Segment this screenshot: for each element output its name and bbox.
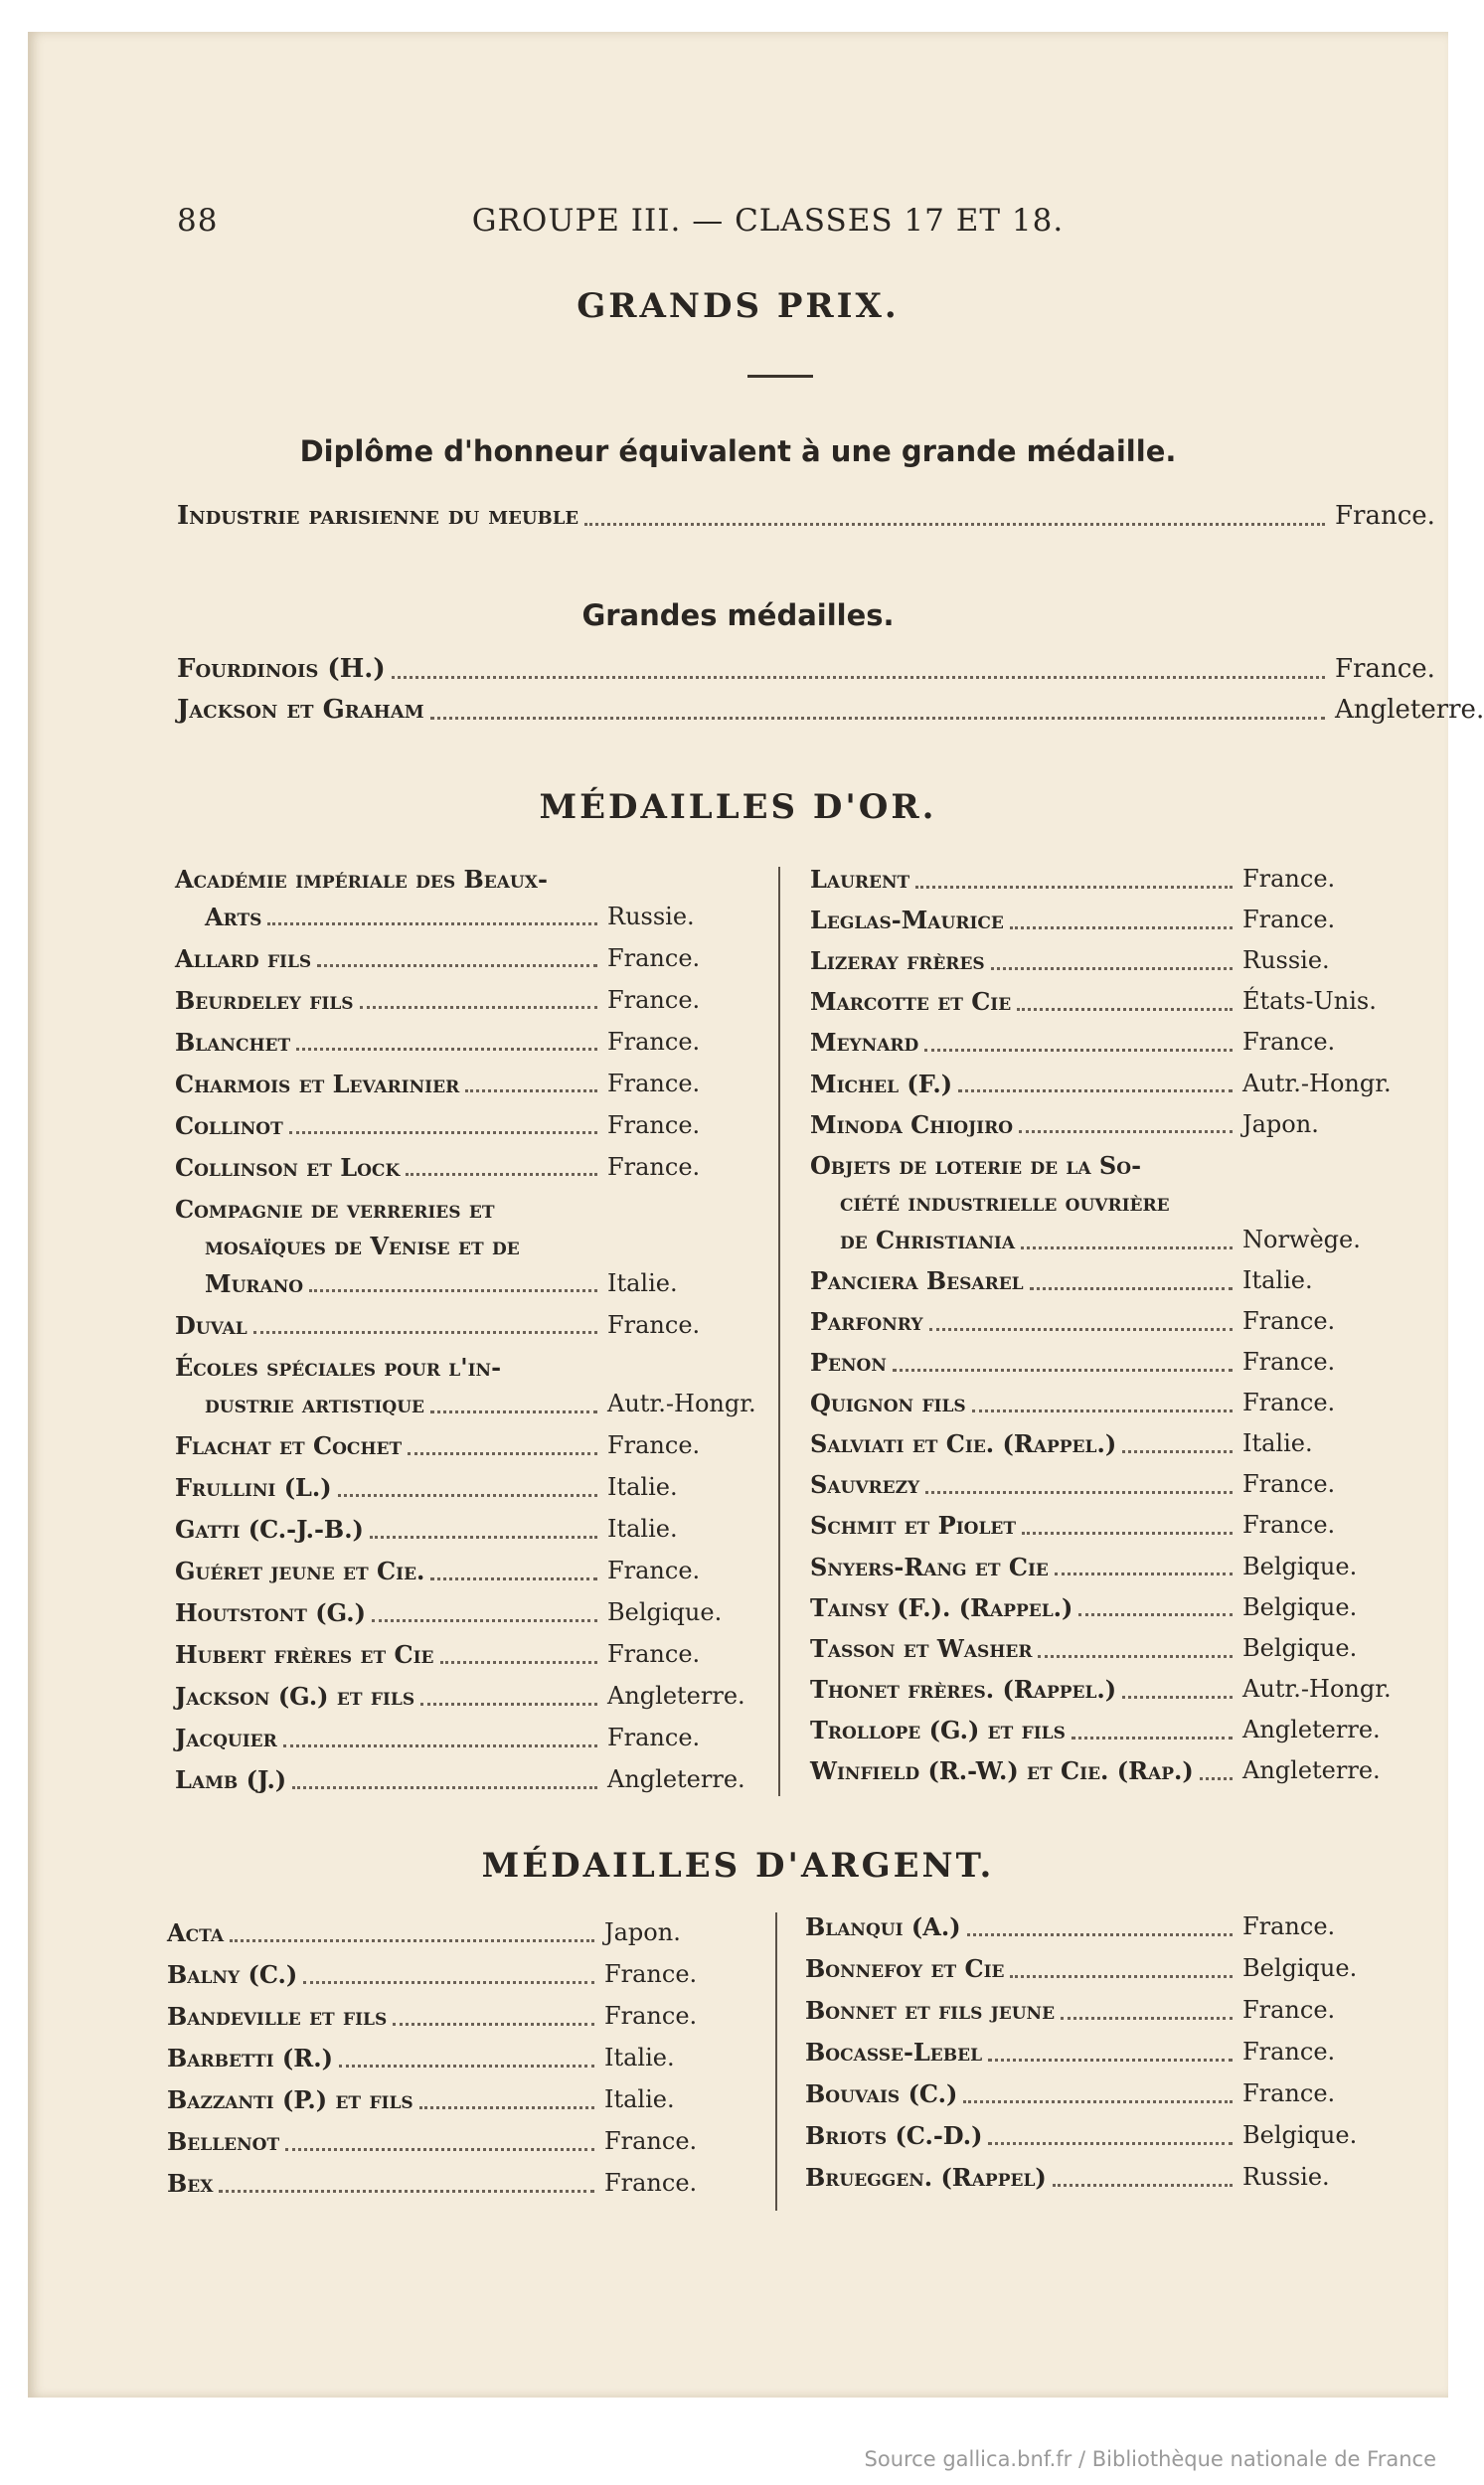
entry-line [175,1431,771,1471]
entry-line [805,2163,1421,2203]
leader-dots [1010,920,1233,929]
entry-line [175,986,771,1026]
entry-line [805,2121,1421,2161]
entry-country: France. [1242,1306,1336,1335]
leader-dots [370,1530,597,1539]
entry-name: mosaïques de Venise et de [205,1232,520,1260]
leader-dots [988,2136,1233,2145]
entry-line [810,1675,1426,1715]
source-footer: Source gallica.bnf.fr / Bibliothèque nationale de France [864,2447,1436,2471]
entry-name: Beurdeley fils [175,985,354,1015]
entry-line [175,1765,771,1805]
leader-dots [929,1322,1233,1331]
running-title: GROUPE III. — CLASSES 17 ET 18. [471,203,1065,239]
entry-country: France. [1242,865,1336,893]
entry-country: France. [1242,1028,1336,1057]
entry-name: Académie impériale des Beaux- [175,865,548,894]
leader-dots [1021,1241,1233,1249]
leader-dots [392,670,1325,679]
title-rule [747,375,813,378]
leader-dots [317,958,597,967]
entry-name: Meynard [810,1028,919,1058]
entry-country: Japon. [1242,1109,1319,1138]
entry-name: Lamb (J.) [175,1765,287,1794]
entry-line [810,1188,1426,1228]
entry-name: Houtstont (G.) [175,1598,366,1627]
entry-line [175,1269,771,1309]
entry-country: France. [1242,1389,1336,1417]
leader-dots [584,517,1325,526]
leader-dots [1017,1002,1233,1011]
medailles-or-title: MÉDAILLES D'OR. [539,787,937,827]
entry-line [177,501,1435,541]
entry-line [810,946,1426,986]
entry-name: Lizeray frères [810,946,985,976]
leader-dots [465,1083,597,1092]
entry-line [810,1716,1426,1755]
entry-country: France. [607,1557,701,1584]
entry-line [177,654,1435,694]
entry-name: Charmois et Levarinier [175,1069,460,1098]
leader-dots [1078,1607,1233,1616]
entry-name: Snyers-Rang et Cie [810,1552,1049,1581]
leader-dots [988,2053,1233,2062]
leader-dots [1200,1771,1233,1780]
leader-dots [1122,1690,1233,1699]
entry-name: Fourdinois (H.) [177,654,386,684]
entry-name: Barbetti (R.) [167,2044,333,2072]
entry-country: France. [1242,1912,1336,1940]
entry-line [175,1390,771,1429]
leader-dots [339,2059,594,2068]
entry-country: Italie. [607,1473,678,1501]
entry-line [167,2127,763,2167]
entry-country: Russie. [607,902,695,930]
entry-country: France. [607,1310,701,1339]
entry-country: Belgique. [1242,1592,1358,1621]
entry-name: Blanchet [175,1027,291,1057]
leader-dots [1061,2011,1233,2020]
entry-line [810,1553,1426,1592]
entry-country: France. [1242,1511,1336,1540]
leader-dots [1030,1281,1233,1290]
leader-dots [296,1042,597,1051]
entry-line [167,2044,763,2083]
entry-name: Guéret jeune et Cie. [175,1557,425,1585]
leader-dots [1010,1969,1233,1978]
entry-line [810,1110,1426,1150]
leader-dots [219,2184,594,2193]
entry-country: France. [604,1960,698,1988]
entry-name: Acta [167,1918,225,1947]
entry-name: Leglas-Maurice [810,906,1004,935]
diplome-title: Diplôme d'honneur équivalent à une grande médaille. [299,434,1177,468]
entry-line [805,2038,1421,2077]
entry-name: Jacquier [175,1724,277,1752]
entry-line [175,1598,771,1638]
entry-name: Balny (C.) [167,1960,298,1989]
leader-dots [430,711,1325,720]
entry-name: Blanqui (A.) [805,1912,961,1941]
entry-country: Angleterre. [1242,1756,1381,1784]
entry-country: France. [1242,906,1336,934]
leader-dots [963,2094,1233,2103]
entry-line [810,1307,1426,1347]
entry-line [167,2169,763,2209]
entry-line [175,1070,771,1109]
entry-country: Italie. [607,1268,678,1297]
entry-line [810,1756,1426,1796]
argent-column-divider [775,1912,777,2211]
entry-line [805,2079,1421,2119]
entry-line [167,2002,763,2042]
entry-line [177,695,1484,735]
entry-line [805,1996,1421,2036]
entry-name: Objets de loterie de la So- [810,1150,1142,1180]
entry-line [167,1918,763,1958]
entry-name: Trollope (G.) et fils [810,1715,1066,1744]
entry-country: France. [1335,654,1435,684]
leader-dots [1038,1649,1233,1658]
entry-name: Bonnet et fils jeune [805,1996,1056,2025]
leader-dots [309,1283,597,1292]
entry-country: France. [1335,501,1435,531]
entry-name: Salviati et Cie. (Rappel.) [810,1429,1117,1459]
entry-name: ciété industrielle ouvrière [840,1188,1170,1218]
entry-country: Angleterre. [1242,1715,1381,1743]
entry-line [810,1634,1426,1674]
leader-dots [420,1697,597,1706]
entry-line [175,865,771,905]
entry-country: France. [604,2002,698,2030]
entry-line [175,1515,771,1555]
entry-name: Bonnefoy et Cie [805,1954,1005,1983]
entry-name: Tasson et Washer [810,1633,1033,1663]
entry-country: France. [1242,1996,1336,2024]
entry-name: Industrie parisienne du meuble [177,501,579,531]
entry-name: Arts [205,902,262,931]
entry-country: France. [607,1640,701,1668]
entry-name: Jackson et Graham [177,695,424,725]
leader-dots [303,1975,594,1984]
entry-name: Collinson et Lock [175,1152,401,1182]
entry-country: Angleterre. [1335,695,1484,725]
leader-dots [372,1613,597,1622]
entry-line [810,1070,1426,1109]
entry-country: France. [607,943,701,972]
entry-line [805,1912,1421,1952]
entry-line [175,1195,771,1235]
entry-country: Italie. [607,1515,678,1543]
entry-line [175,903,771,942]
entry-country: France. [607,1069,701,1097]
entry-name: Jackson (G.) et fils [175,1682,415,1711]
entry-line [167,1960,763,2000]
leader-dots [1055,1567,1233,1575]
page-header [28,203,1448,243]
entry-line [810,1226,1426,1265]
leader-dots [267,916,597,925]
entry-name: Murano [205,1268,304,1298]
entry-name: Winfield (R.-W.) et Cie. (Rap.) [810,1756,1194,1785]
entry-country: France. [607,1152,701,1181]
grandes-medailles-title: Grandes médailles. [581,598,895,632]
entry-name: Collinot [175,1110,283,1140]
entry-line [175,1682,771,1722]
entry-name: Gatti (C.-J.-B.) [175,1515,364,1544]
leader-dots [1022,1526,1233,1535]
entry-name: Bex [167,2169,214,2198]
entry-name: dustrie artistique [205,1390,424,1418]
medailles-argent-title: MÉDAILLES D'ARGENT. [481,1846,995,1886]
entry-line [175,1353,771,1393]
entry-country: Angleterre. [607,1765,745,1793]
entry-country: Belgique. [1242,1552,1358,1580]
entry-name: Bandeville et fils [167,2002,388,2031]
leader-dots [967,1927,1233,1936]
leader-dots [430,1405,597,1413]
entry-line [810,1266,1426,1306]
entry-country: France. [1242,1470,1336,1499]
entry-name: Flachat et Cochet [175,1431,403,1460]
entry-country: Belgique. [607,1598,723,1626]
entry-name: Michel (F.) [810,1069,953,1098]
entry-name: Écoles spéciales pour l'in- [175,1352,502,1382]
entry-country: Japon. [604,1918,681,1946]
entry-line [175,944,771,984]
entry-line [810,987,1426,1027]
entry-country: France. [607,985,701,1014]
leader-dots [1122,1444,1233,1453]
entry-name: Marcotte et Cie [810,987,1012,1017]
entry-name: Quignon fils [810,1389,966,1418]
entry-name: Thonet frères. (Rappel.) [810,1674,1117,1704]
leader-dots [440,1655,597,1664]
entry-country: France. [1242,1348,1336,1376]
entry-country: France. [604,2127,698,2155]
leader-dots [972,1404,1233,1412]
entry-line [175,1311,771,1351]
entry-country: Autr.-Hongr. [1242,1674,1392,1703]
entry-country: Belgique. [1242,1954,1358,1982]
entry-country: France. [607,1110,701,1139]
leader-dots [430,1572,597,1580]
entry-name: Compagnie de verreries et [175,1194,495,1224]
entry-line [167,2085,763,2125]
entry-name: Bazzanti (P.) et fils [167,2085,413,2114]
entry-name: Parfonry [810,1306,923,1336]
entry-name: Frullini (L.) [175,1473,332,1502]
entry-line [810,1429,1426,1469]
entry-country: Autr.-Hongr. [1242,1069,1392,1097]
leader-dots [283,1739,597,1747]
entry-line [175,1640,771,1680]
leader-dots [915,880,1233,889]
entry-line [810,1470,1426,1510]
entry-line [810,1511,1426,1551]
leader-dots [958,1083,1233,1092]
entry-name: Brueggen. (Rappel) [805,2163,1047,2192]
entry-line [810,865,1426,905]
leader-dots [292,1780,597,1789]
entry-line [810,906,1426,945]
entry-line [175,1232,771,1271]
entry-name: Schmit et Piolet [810,1511,1017,1541]
entry-name: Laurent [810,865,910,894]
leader-dots [991,961,1233,970]
entry-name: Duval [175,1310,247,1340]
or-column-divider [778,867,780,1796]
entry-line [810,1593,1426,1633]
entry-country: France. [607,1027,701,1056]
entry-name: Minoda Chiojiro [810,1109,1014,1139]
entry-country: Italie. [604,2044,675,2071]
leader-dots [1072,1731,1233,1740]
entry-country: Angleterre. [607,1682,745,1710]
leader-dots [925,1485,1233,1494]
entry-name: Penon [810,1348,887,1377]
leader-dots [408,1446,597,1455]
entry-line [175,1557,771,1596]
page-number: 88 [177,203,219,239]
entry-country: Russie. [1242,946,1330,975]
entry-line [175,1028,771,1068]
entry-name: Bocasse-Lebel [805,2038,983,2067]
leader-dots [230,1933,594,1942]
leader-dots [285,2142,594,2151]
entry-line [175,1153,771,1193]
leader-dots [406,1167,597,1176]
leader-dots [924,1043,1233,1052]
document-page [28,32,1484,2398]
leader-dots [289,1125,597,1134]
leader-dots [1053,2178,1233,2187]
entry-country: Belgique. [1242,2121,1358,2149]
entry-line [175,1724,771,1763]
entry-name: Hubert frères et Cie [175,1640,434,1669]
entry-line [810,1151,1426,1191]
entry-name: Panciera Besarel [810,1265,1024,1295]
entry-name: de Christiania [840,1225,1016,1254]
grands-prix-title: GRANDS PRIX. [577,286,900,326]
leader-dots [338,1488,597,1497]
entry-name: Tainsy (F.). (Rappel.) [810,1592,1073,1622]
entry-line [810,1389,1426,1428]
entry-country: France. [604,2169,698,2197]
entry-country: États-Unis. [1242,987,1377,1016]
entry-country: France. [1242,2079,1336,2107]
leader-dots [360,1000,597,1009]
entry-country: Italie. [1242,1429,1313,1458]
entry-line [175,1111,771,1151]
leader-dots [253,1325,597,1334]
entry-country: France. [607,1724,701,1751]
entry-country: Russie. [1242,2163,1330,2191]
entry-line [810,1348,1426,1388]
leader-dots [419,2100,594,2109]
leader-dots [1019,1124,1233,1133]
entry-line [805,1954,1421,1994]
entry-country: Italie. [1242,1265,1313,1294]
entry-country: France. [1242,2038,1336,2066]
entry-name: Sauvrezy [810,1470,920,1500]
entry-name: Bouvais (C.) [805,2079,958,2108]
entry-country: Belgique. [1242,1633,1358,1662]
leader-dots [393,2017,594,2026]
entry-country: France. [607,1431,701,1459]
entry-country: Italie. [604,2085,675,2113]
entry-line [175,1473,771,1513]
entry-country: Norwège. [1242,1225,1361,1253]
entry-line [810,1028,1426,1068]
leader-dots [893,1363,1233,1372]
entry-name: Allard fils [175,943,312,973]
entry-country: Autr.-Hongr. [607,1390,756,1417]
entry-name: Briots (C.-D.) [805,2121,983,2150]
entry-name: Bellenot [167,2127,280,2156]
